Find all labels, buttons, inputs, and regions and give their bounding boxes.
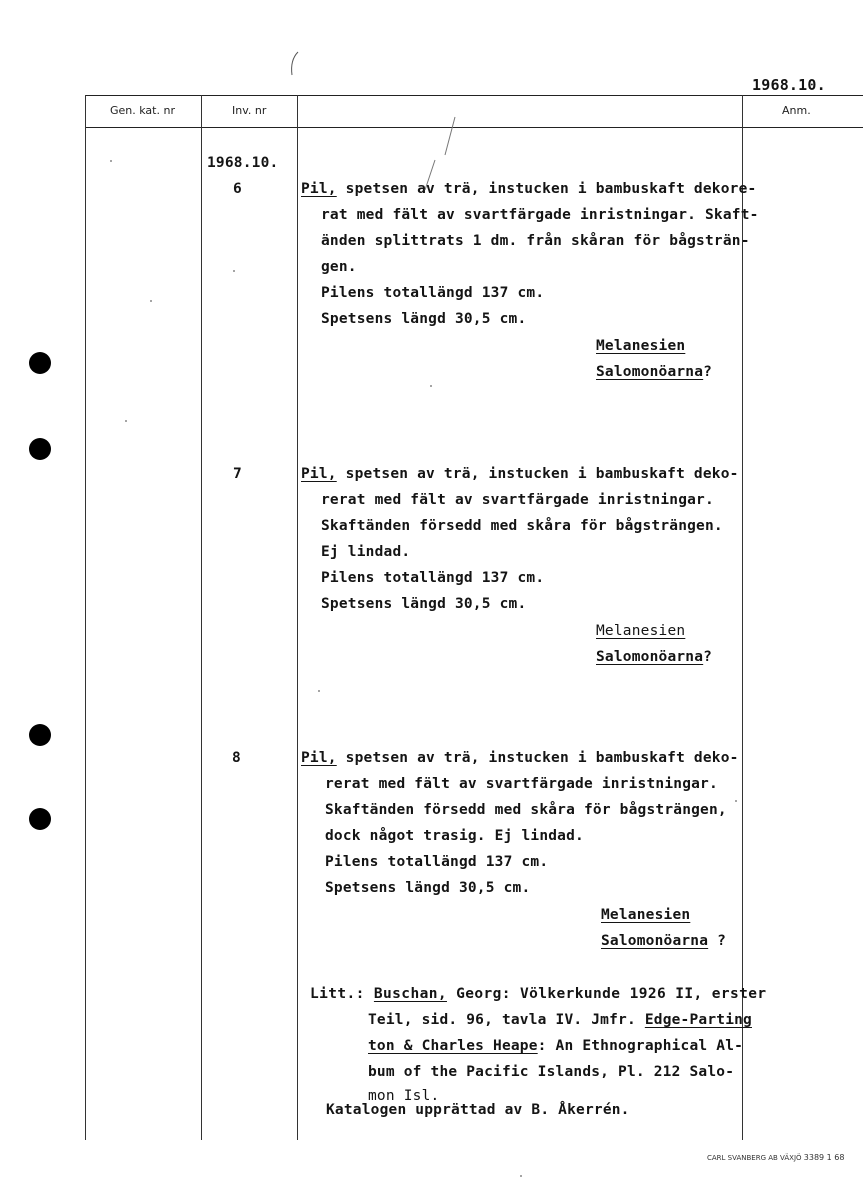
column-rule-description: [297, 95, 298, 1140]
entry-title: Pil,: [301, 181, 337, 197]
speck: [110, 160, 112, 162]
entry-text-line: Ej lindad.: [321, 544, 411, 560]
entry-text-line: Spetsens längd 30,5 cm.: [325, 880, 531, 896]
pencil-mark: [415, 115, 475, 195]
punch-hole: [29, 808, 51, 830]
column-rule-anm: [742, 95, 743, 1140]
entry-text-line: Pilens totallängd 137 cm.: [321, 570, 545, 586]
entry-text-line: Skaftänden försedd med skåra för bågsträngen,: [325, 802, 727, 818]
speck: [735, 800, 737, 802]
column-header-anm: Anm.: [782, 104, 811, 117]
entry-text-line: rat med fält av svartfärgade inristningar. Skaft-: [321, 207, 759, 223]
entry-region: Melanesien: [596, 623, 686, 639]
entry-islands-line: Salomonöarna?: [596, 649, 713, 665]
entry-region: Melanesien: [596, 338, 686, 354]
entry-text-line: gen.: [321, 259, 357, 275]
literature-author: Edge-Parting: [644, 1012, 752, 1028]
entry-text-line: Pil, spetsen av trä, instucken i bambuskaft deko-: [301, 466, 739, 482]
entry-title: Pil,: [301, 750, 337, 766]
entry-text-line: rerat med fält av svartfärgade inristningar.: [321, 492, 714, 508]
catalog-note: Katalogen upprättad av B. Åkerrén.: [326, 1102, 630, 1118]
speck: [520, 1175, 522, 1177]
entry-islands: Salomonöarna: [596, 364, 704, 380]
entry-number: 6: [233, 181, 242, 197]
punch-hole: [29, 724, 51, 746]
form-number: 3389 1 68: [803, 1153, 845, 1162]
entry-number: 8: [232, 750, 241, 766]
literature-author: Buschan,: [373, 986, 447, 1002]
column-rule-left: [85, 95, 86, 1140]
column-rule-inv: [201, 95, 202, 1140]
speck: [150, 300, 152, 302]
punch-hole: [29, 352, 51, 374]
entry-title: Pil,: [301, 466, 337, 482]
literature-line: ton & Charles Heape: An Ethnographical Al-: [368, 1038, 744, 1054]
literature-author: ton & Charles Heape: [368, 1038, 538, 1054]
inventory-series: 1968.10.: [207, 155, 279, 171]
printer-imprint: CARL SVANBERG AB VÄXJÖ 3389 1 68: [707, 1153, 845, 1162]
entry-text-line: änden splittrats 1 dm. från skåran för bågsträn-: [321, 233, 750, 249]
entry-text-line: Spetsens längd 30,5 cm.: [321, 596, 527, 612]
entry-text-line: Skaftänden försedd med skåra för bågsträngen.: [321, 518, 723, 534]
speck: [125, 420, 127, 422]
page-reference: 1968.10.: [752, 76, 826, 94]
speck: [430, 385, 432, 387]
column-header-inv-nr: Inv. nr: [232, 104, 267, 117]
speck: [233, 270, 235, 272]
entry-islands-line: Salomonöarna ?: [601, 933, 727, 949]
entry-text-line: dock något trasig. Ej lindad.: [325, 828, 584, 844]
literature-label: Litt.:: [310, 986, 365, 1002]
punch-hole: [29, 438, 51, 460]
column-header-gen-kat-nr: Gen. kat. nr: [110, 104, 175, 117]
entry-islands-line: Salomonöarna?: [596, 364, 713, 380]
entry-islands: Salomonöarna: [596, 649, 704, 665]
literature-line: Teil, sid. 96, tavla IV. Jmfr. Edge-Parting: [368, 1012, 752, 1028]
literature-line: bum of the Pacific Islands, Pl. 212 Salo-: [368, 1064, 735, 1080]
entry-text-line: rerat med fält av svartfärgade inristningar.: [325, 776, 718, 792]
entry-text-line: Pilens totallängd 137 cm.: [325, 854, 549, 870]
pencil-mark: [280, 40, 310, 80]
speck: [318, 690, 320, 692]
entry-number: 7: [233, 466, 242, 482]
literature-line: Litt.: Buschan, Georg: Völkerkunde 1926 II, erster: [310, 986, 767, 1002]
entry-text-line: Pil, spetsen av trä, instucken i bambuskaft dekore-: [301, 181, 757, 197]
entry-region: Melanesien: [601, 907, 691, 923]
entry-text-line: Pil, spetsen av trä, instucken i bambuskaft deko-: [301, 750, 739, 766]
literature-line: mon Isl.: [368, 1088, 440, 1104]
entry-islands: Salomonöarna: [601, 933, 709, 949]
entry-text-line: Pilens totallängd 137 cm.: [321, 285, 545, 301]
entry-text-line: Spetsens längd 30,5 cm.: [321, 311, 527, 327]
